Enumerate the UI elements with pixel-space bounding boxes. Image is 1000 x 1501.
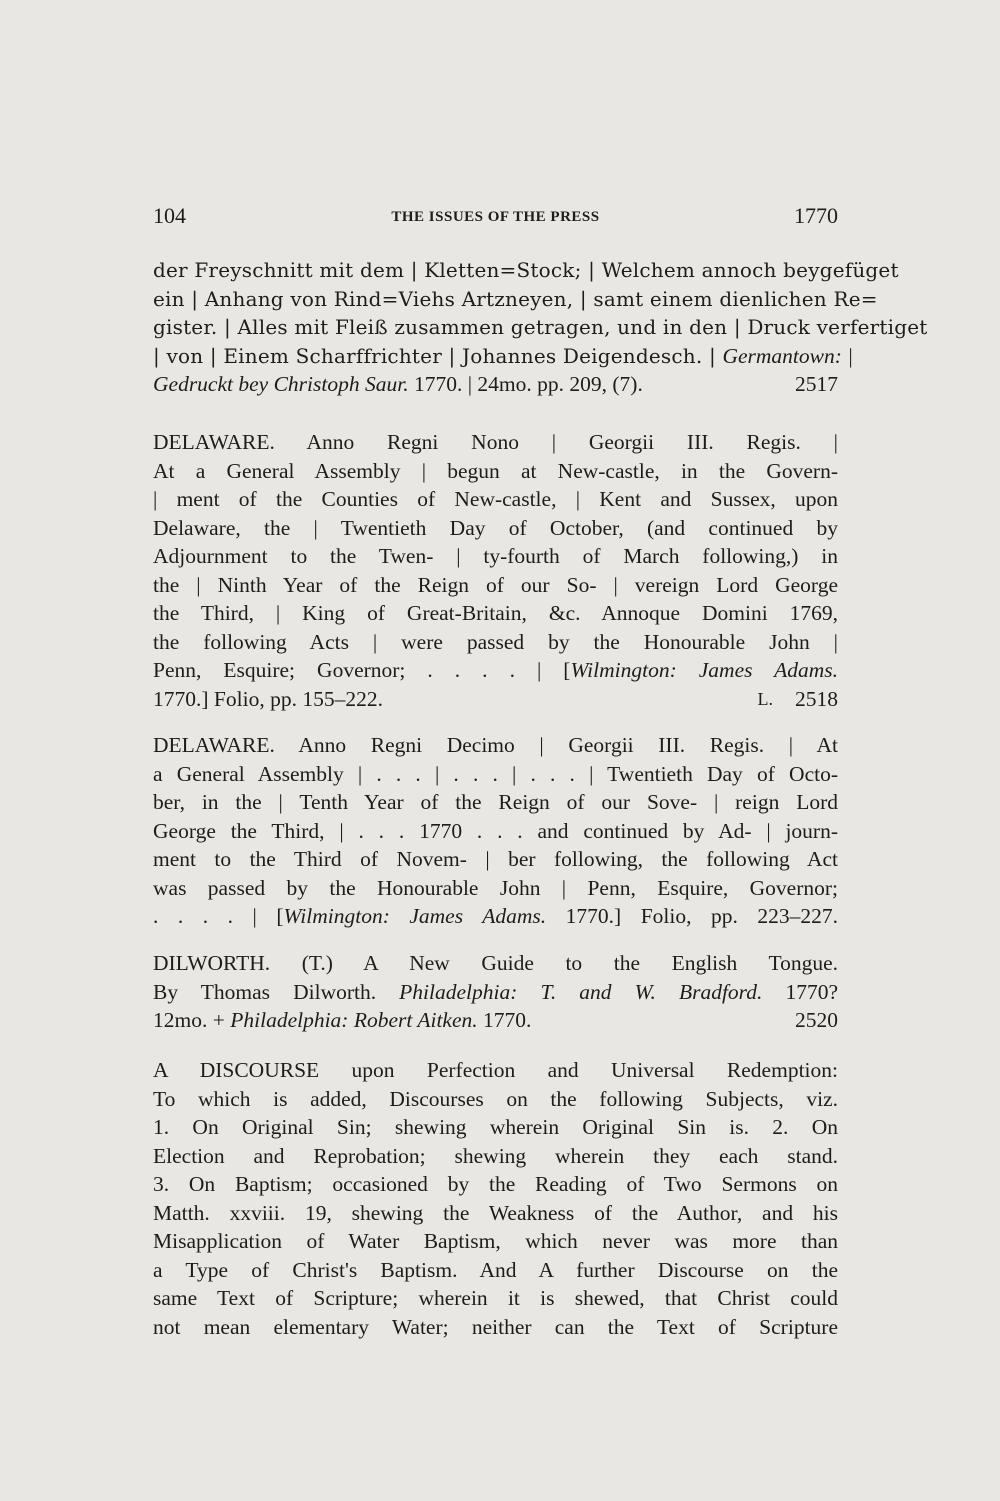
entry-text: 12mo. + (153, 1008, 231, 1032)
header-year: 1770 (794, 203, 838, 228)
entry-imprint: Wilmington: James Adams. (570, 658, 839, 682)
entry-line: Delaware, the | Twentieth Day of October, (and continued by (153, 515, 838, 540)
entry-line: | ment of the Counties of New-castle, | Kent and Sussex, upon (153, 487, 838, 511)
entry-text: Penn, Esquire; Governor; . . . . | [ (153, 658, 571, 682)
entry-line: was passed by the Honourable John | Penn, Esquire, Governor; (153, 875, 838, 900)
entry-text: By Thomas Dilworth. (153, 979, 400, 1004)
entry-line (153, 685, 838, 714)
entry-2518 (153, 428, 838, 713)
entry-text: 1770? (762, 979, 838, 1004)
entry-line: DELAWARE. Anno Regni Nono | Georgii III. Regis. | (153, 430, 838, 454)
entry-imprint: Philadelphia: Robert Aitken. (230, 1008, 478, 1032)
entry-text: 1770. | 24mo. pp. 209, (7). (408, 372, 643, 396)
entry-line (153, 902, 838, 931)
library-symbol: L. (757, 688, 773, 709)
entry-2520 (153, 949, 838, 1035)
entry-line: 1. On Original Sin; shewing wherein Original Sin is. 2. On (153, 1115, 838, 1139)
entry-line: the following Acts | were passed by the Honourable John | (153, 629, 838, 654)
entry-line: a General Assembly | . . . | . . . | . . . | Twentieth Day of Octo- (153, 761, 838, 786)
entry-line: ment to the Third of Novem- | ber following, the following Act (153, 847, 838, 871)
entry-line: Election and Reprobation; shewing wherein they each stand. (153, 1143, 838, 1168)
entry-line (153, 1006, 838, 1035)
page-header (153, 203, 838, 239)
entry-line: ein | Anhang von Rind=Viehs Artzneyen, | samt einem dienlichen Re= (153, 286, 878, 311)
entry-line: Matth. xxviii. 19, shewing the Weakness of the Author, and his (153, 1200, 838, 1225)
entry-line: A DISCOURSE upon Perfection and Universal Redemption: (153, 1058, 838, 1082)
entry-number: 2520 (795, 1008, 838, 1032)
entry-imprint: Philadelphia: T. and W. Bradford. (399, 979, 763, 1004)
entry-text: . . . . | [ (153, 904, 284, 928)
entry-number: 2518 (795, 686, 838, 711)
entry-imprint: Wilmington: James Adams. (283, 904, 547, 928)
entry-line: same Text of Scripture; wherein it is shewed, that Christ could (153, 1286, 838, 1310)
entry-discourse (153, 1056, 838, 1341)
entry-line: gister. | Alles mit Fleiß zusammen getragen, und in den | Druck verfertiget (153, 315, 928, 339)
entry-line: Misapplication of Water Baptism, which never was more than (153, 1229, 838, 1253)
entry-line: der Freyschnitt mit dem | Kletten=Stock; | Welchem annoch beygefüget (153, 258, 899, 282)
entry-line (153, 656, 838, 685)
entry-line: the Third, | King of Great-Britain, &c. Annoque Domini 1769, (153, 601, 838, 625)
entry-line: At a General Assembly | begun at New-castle, in the Govern- (153, 458, 838, 483)
entry-line: George the Third, | . . . 1770 . . . and continued by Ad- | journ- (153, 818, 838, 843)
entry-text: | von | Einem Scharffrichter | Johannes Deigendesch. | (153, 343, 723, 368)
entry-line: Adjournment to the Twen- | ty-fourth of March following,) in (153, 544, 838, 568)
entry-text: 1770.] Folio, pp. 223–227. (546, 904, 838, 928)
entry-line: 3. On Baptism; occasioned by the Reading of Two Sermons on (153, 1172, 838, 1196)
entry-text: 1770.] Folio, pp. 155–222. (153, 686, 383, 711)
entry-2517 (153, 256, 928, 399)
entry-text: 1770. (477, 1008, 532, 1032)
entry-line (153, 342, 854, 371)
entry-line: DILWORTH. (T.) A New Guide to the English Tongue. (153, 951, 838, 975)
entry-line: the | Ninth Year of the Reign of our So- | vereign Lord George (153, 572, 838, 597)
entry-line (153, 978, 838, 1007)
entry-line: not mean elementary Water; neither can the Text of Scripture (153, 1314, 838, 1339)
entry-line (153, 370, 838, 399)
entry-line: To which is added, Discourses on the following Subjects, viz. (153, 1086, 838, 1111)
entry-imprint: Germantown: | (722, 343, 854, 368)
entry-line: DELAWARE. Anno Regni Decimo | Georgii III. Regis. | At (153, 733, 838, 757)
entry-imprint: Gedruckt bey Christoph Saur. (153, 372, 409, 396)
running-title: THE ISSUES OF THE PRESS (391, 209, 600, 225)
page-number: 104 (153, 203, 186, 228)
entry-line: ber, in the | Tenth Year of the Reign of our Sove- | reign Lord (153, 790, 838, 814)
entry-line: a Type of Christ's Baptism. And A further Discourse on the (153, 1257, 838, 1282)
entry-number: 2517 (795, 372, 838, 396)
entry-2519 (153, 731, 838, 931)
